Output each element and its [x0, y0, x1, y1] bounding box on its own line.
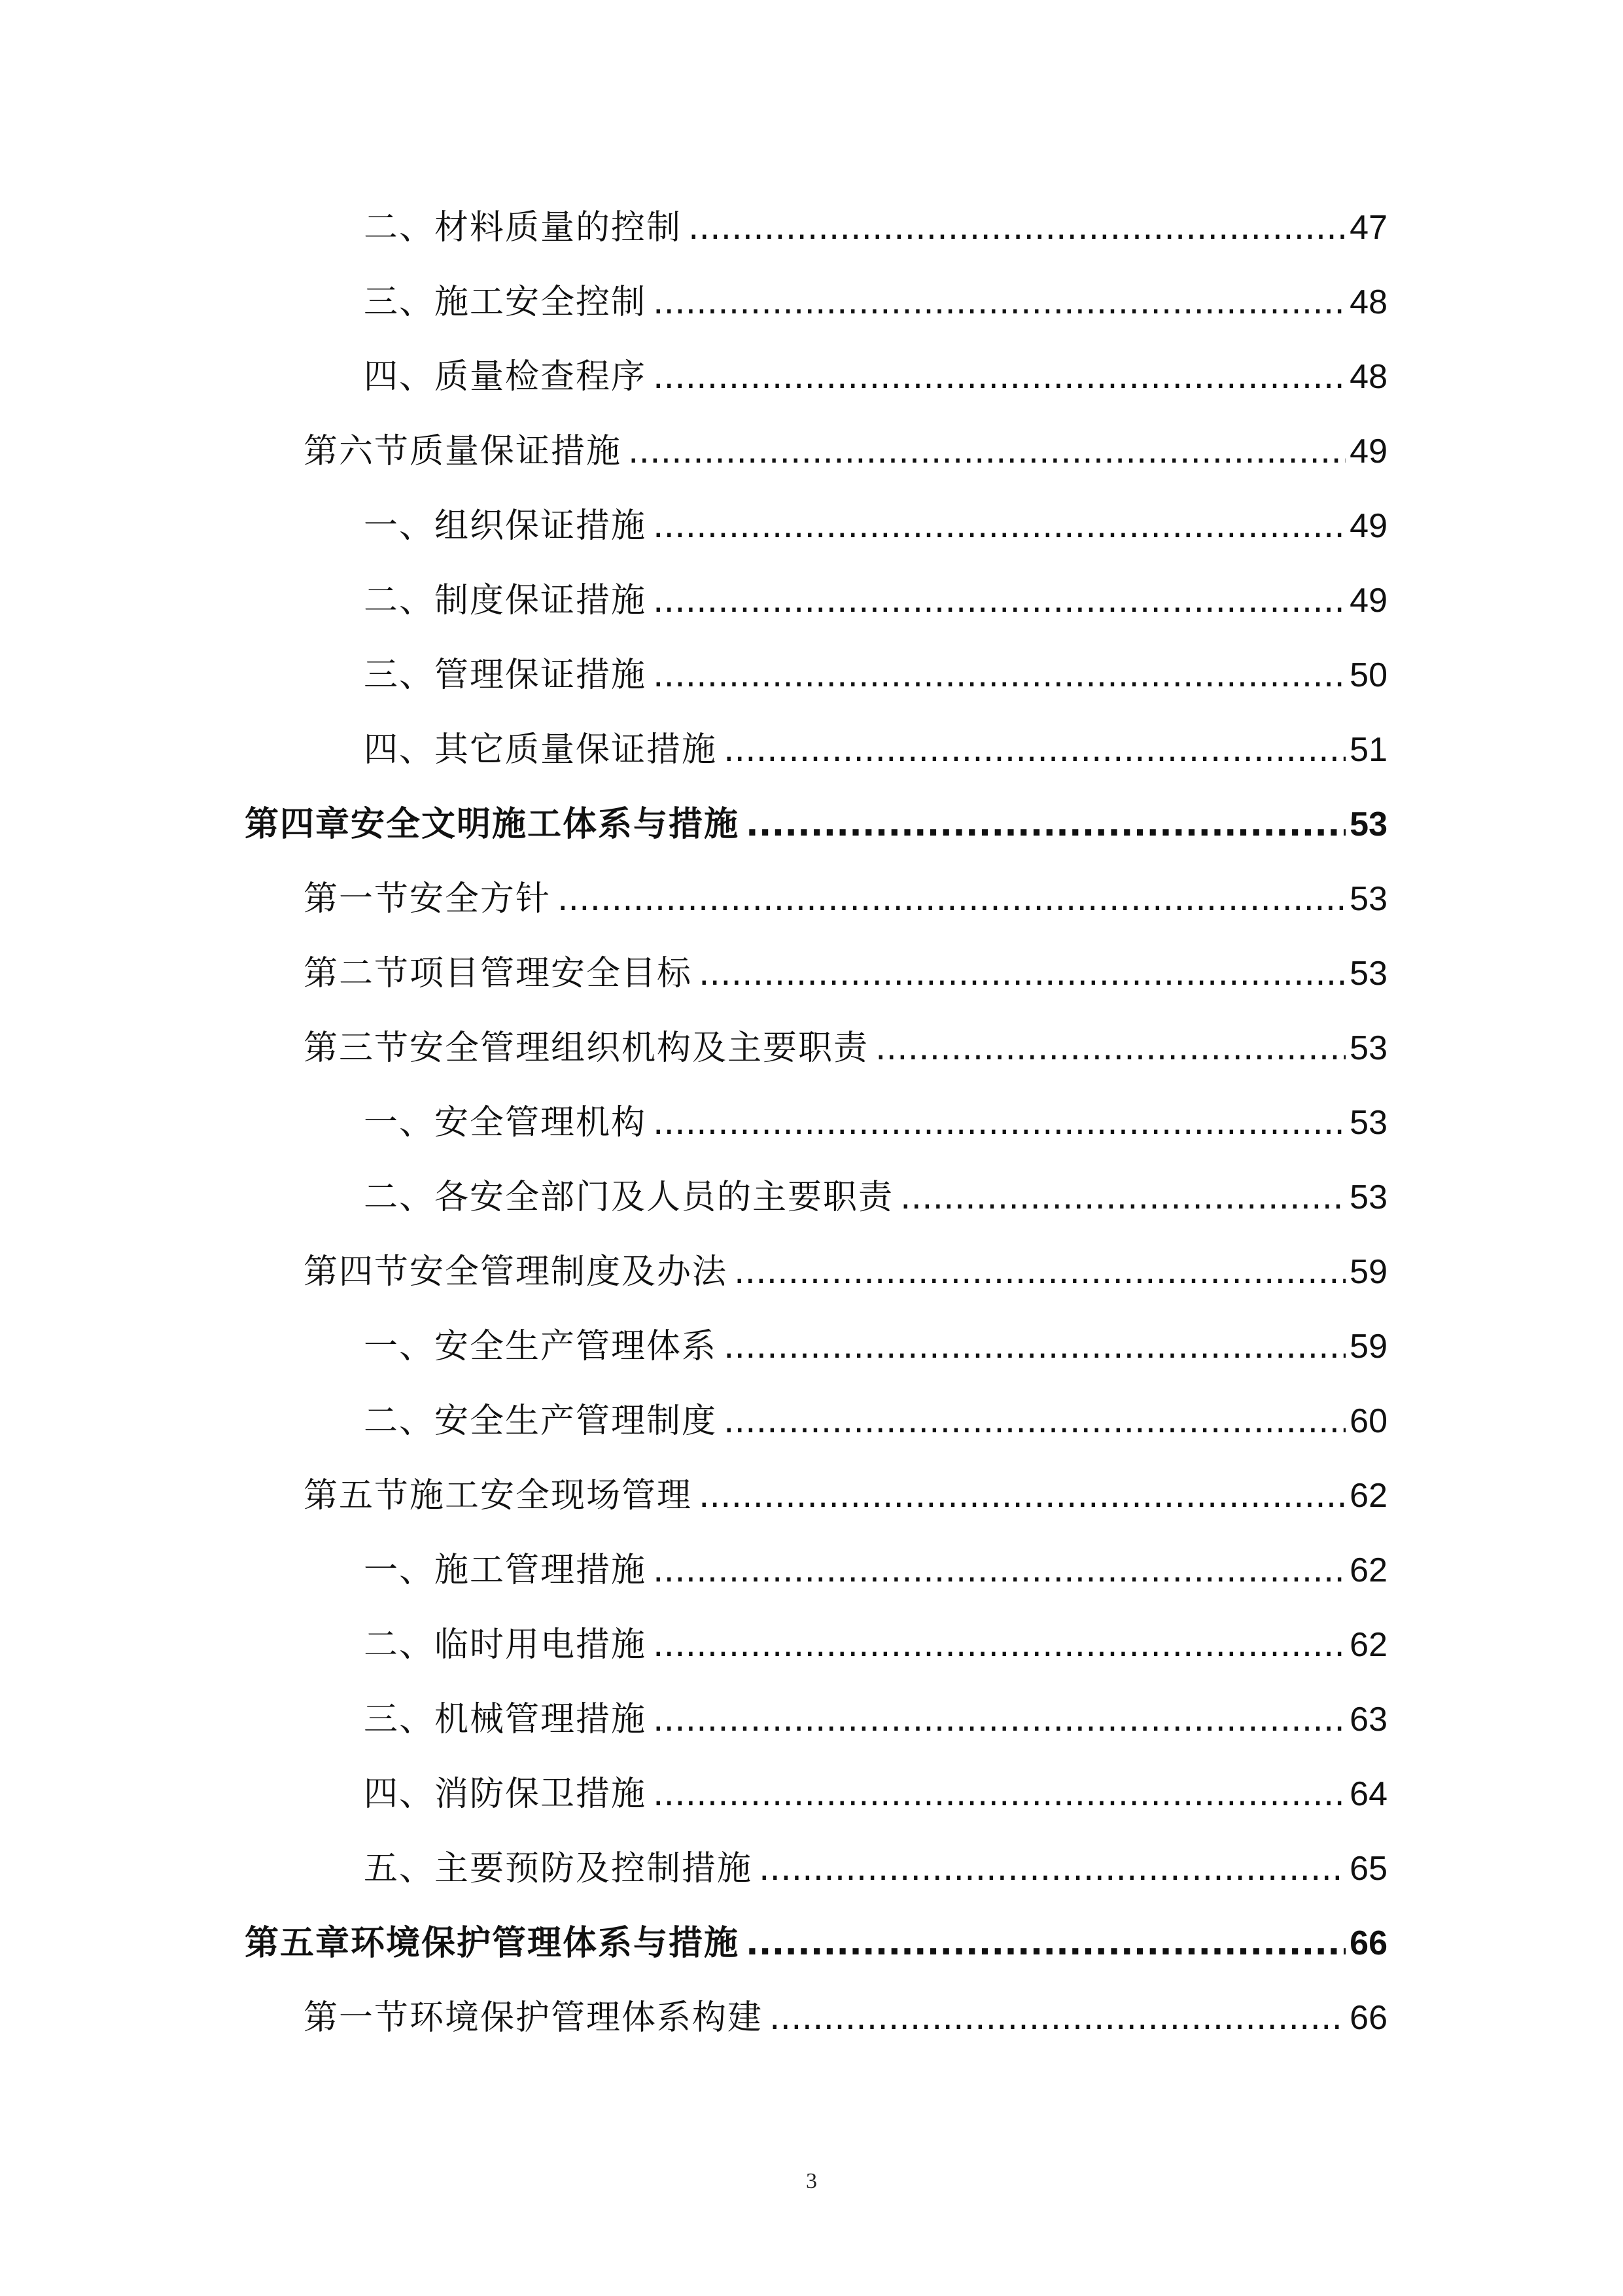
toc-entry-page: 60 [1350, 1402, 1387, 1440]
toc-entry-title: 组织保证措施 [434, 506, 647, 546]
toc-leader-dots [653, 360, 1346, 394]
toc-entry-title: 安全生产管理体系 [434, 1327, 718, 1366]
toc-entry-page: 48 [1350, 283, 1387, 321]
toc-entry-page: 66 [1350, 1999, 1387, 2037]
toc-entry[interactable] [304, 1230, 1387, 1292]
toc-leader-dots [724, 733, 1346, 767]
toc-entry[interactable] [364, 335, 1387, 397]
toc-entry-title: 环境保护管理体系构建 [410, 1998, 763, 2038]
toc-entry[interactable] [364, 1081, 1387, 1140]
toc-entry-number: 四、 [364, 730, 435, 769]
toc-leader-dots [900, 1180, 1346, 1214]
toc-entry[interactable] [304, 857, 1387, 919]
toc-entry-title: 安全文明施工体系与措施 [351, 805, 740, 844]
toc-leader-dots [699, 957, 1346, 991]
page-number: 3 [806, 2169, 817, 2193]
toc-entry-title: 安全方针 [410, 879, 551, 919]
toc-leader-dots [875, 1031, 1346, 1065]
toc-entry[interactable] [364, 1678, 1387, 1737]
toc-entry-page: 53 [1350, 1178, 1387, 1216]
toc-entry[interactable] [304, 1006, 1387, 1068]
toc-entry-page: 63 [1350, 1701, 1387, 1739]
toc-leader-dots [653, 658, 1346, 692]
toc-entry-title: 管理保证措施 [434, 656, 647, 695]
toc-entry-number: 四、 [364, 357, 435, 397]
toc-entry-title: 项目管理安全目标 [410, 954, 693, 993]
toc-entry-number: 三、 [364, 656, 435, 695]
toc-entry-title: 安全管理制度及办法 [410, 1252, 728, 1292]
toc-entry-number: 二、 [364, 208, 435, 247]
toc-leader-dots [724, 1330, 1346, 1364]
toc-entry-title: 主要预防及控制措施 [434, 1849, 753, 1888]
toc-entry-number: 一、 [364, 1103, 435, 1142]
toc-entry-number: 第四节 [304, 1252, 410, 1292]
toc-entry-title: 施工安全现场管理 [410, 1476, 693, 1515]
toc-entry-number: 二、 [364, 1178, 435, 1217]
toc-leader-dots [653, 1777, 1346, 1811]
toc-entry-title: 机械管理措施 [434, 1700, 647, 1739]
toc-entry-number: 一、 [364, 1327, 435, 1366]
toc-entry-number: 第一节 [304, 1998, 410, 2038]
toc-entry-title: 其它质量保证措施 [434, 730, 718, 769]
toc-entry-title: 安全生产管理制度 [434, 1402, 718, 1441]
toc-entry-page: 51 [1350, 731, 1387, 769]
toc-entry-page: 53 [1350, 880, 1387, 918]
toc-entry[interactable] [364, 1379, 1387, 1441]
toc-entry-page: 48 [1350, 358, 1387, 396]
toc-leader-dots [653, 1553, 1346, 1587]
toc-leader-dots [557, 882, 1346, 916]
toc-entry-page: 62 [1350, 1551, 1387, 1589]
toc-entry-number: 第六节 [304, 432, 410, 471]
toc-entry-title: 质量保证措施 [410, 432, 622, 471]
toc-entry-page: 66 [1350, 1924, 1387, 1962]
toc-entry-title: 临时用电措施 [434, 1625, 647, 1665]
toc-entry-number: 第五章 [245, 1924, 351, 1963]
toc-leader-dots [759, 1852, 1346, 1886]
toc-leader-dots [628, 434, 1346, 468]
toc-entry[interactable] [364, 1827, 1387, 1886]
toc-leader-dots [769, 2001, 1346, 2035]
toc-entry-page: 50 [1350, 656, 1387, 694]
toc-entry-number: 二、 [364, 581, 435, 620]
toc-entry[interactable] [364, 633, 1387, 695]
toc-entry-page: 49 [1350, 582, 1387, 620]
toc-entry[interactable] [364, 186, 1387, 245]
toc-entry-page: 64 [1350, 1775, 1387, 1813]
toc-entry-number: 一、 [364, 1551, 435, 1590]
toc-entry-page: 62 [1350, 1626, 1387, 1664]
toc-chapter-entry[interactable] [245, 783, 1387, 844]
toc-leader-dots [746, 1926, 1346, 1960]
toc-leader-dots [653, 509, 1346, 543]
toc-entry-page: 47 [1350, 209, 1387, 247]
toc-entry-title: 环境保护管理体系与措施 [351, 1924, 740, 1963]
toc-entry-page: 49 [1350, 507, 1387, 545]
toc-leader-dots [653, 584, 1346, 618]
toc-entry-title: 制度保证措施 [434, 581, 647, 620]
toc-entry[interactable] [304, 1976, 1387, 2038]
toc-entry-number: 第四章 [245, 805, 351, 844]
toc-entry-page: 53 [1350, 1104, 1387, 1142]
toc-entry[interactable] [364, 260, 1387, 322]
toc-entry-title: 安全管理机构 [434, 1103, 647, 1142]
toc-entry-number: 第五节 [304, 1476, 410, 1515]
toc-leader-dots [653, 1703, 1346, 1737]
toc-entry-number: 第一节 [304, 879, 410, 919]
toc-leader-dots [699, 1479, 1346, 1513]
toc-entry-page: 62 [1350, 1477, 1387, 1515]
toc-leader-dots [688, 211, 1346, 245]
toc-entry-number: 三、 [364, 1700, 435, 1739]
toc-entry[interactable] [364, 1752, 1387, 1814]
toc-entry[interactable] [304, 932, 1387, 991]
toc-leader-dots [653, 1628, 1346, 1662]
toc-entry-number: 第二节 [304, 954, 410, 993]
toc-entry-page: 53 [1350, 955, 1387, 993]
toc-entry[interactable] [364, 1156, 1387, 1217]
toc-entry-page: 65 [1350, 1850, 1387, 1888]
toc-entry-title: 安全管理组织机构及主要职责 [410, 1029, 869, 1068]
toc-entry-number: 二、 [364, 1402, 435, 1441]
toc-entry-number: 二、 [364, 1625, 435, 1665]
toc-entry[interactable] [304, 410, 1387, 471]
toc-entry-title: 消防保卫措施 [434, 1775, 647, 1814]
toc-entry-number: 一、 [364, 506, 435, 546]
toc-entry[interactable] [364, 708, 1387, 767]
toc-entry-title: 施工管理措施 [434, 1551, 647, 1590]
toc-chapter-entry[interactable] [245, 1901, 1387, 1963]
toc-entry-number: 第三节 [304, 1029, 410, 1068]
toc-leader-dots [653, 1106, 1346, 1140]
toc-entry-page: 53 [1350, 1029, 1387, 1067]
toc-entry-title: 各安全部门及人员的主要职责 [434, 1178, 894, 1217]
toc-entry[interactable] [364, 1528, 1387, 1590]
toc-entry-title: 材料质量的控制 [434, 208, 682, 247]
toc-entry-page: 59 [1350, 1253, 1387, 1291]
toc-entry-page: 49 [1350, 433, 1387, 470]
toc-leader-dots [734, 1255, 1346, 1289]
toc-leader-dots [724, 1404, 1346, 1438]
toc-entry-page: 59 [1350, 1328, 1387, 1366]
toc-entry[interactable] [364, 1603, 1387, 1665]
toc-entry[interactable] [364, 559, 1387, 618]
toc-entry-page: 53 [1350, 805, 1387, 843]
toc-entry[interactable] [304, 1454, 1387, 1513]
toc-entry-title: 施工安全控制 [434, 283, 647, 322]
toc-entry[interactable] [364, 1305, 1387, 1364]
toc-leader-dots [653, 285, 1346, 319]
toc-entry-title: 质量检查程序 [434, 357, 647, 397]
toc-entry-number: 三、 [364, 283, 435, 322]
toc-entry[interactable] [364, 484, 1387, 546]
toc-entry-number: 四、 [364, 1775, 435, 1814]
toc-entry-number: 五、 [364, 1849, 435, 1888]
toc-leader-dots [746, 807, 1346, 841]
